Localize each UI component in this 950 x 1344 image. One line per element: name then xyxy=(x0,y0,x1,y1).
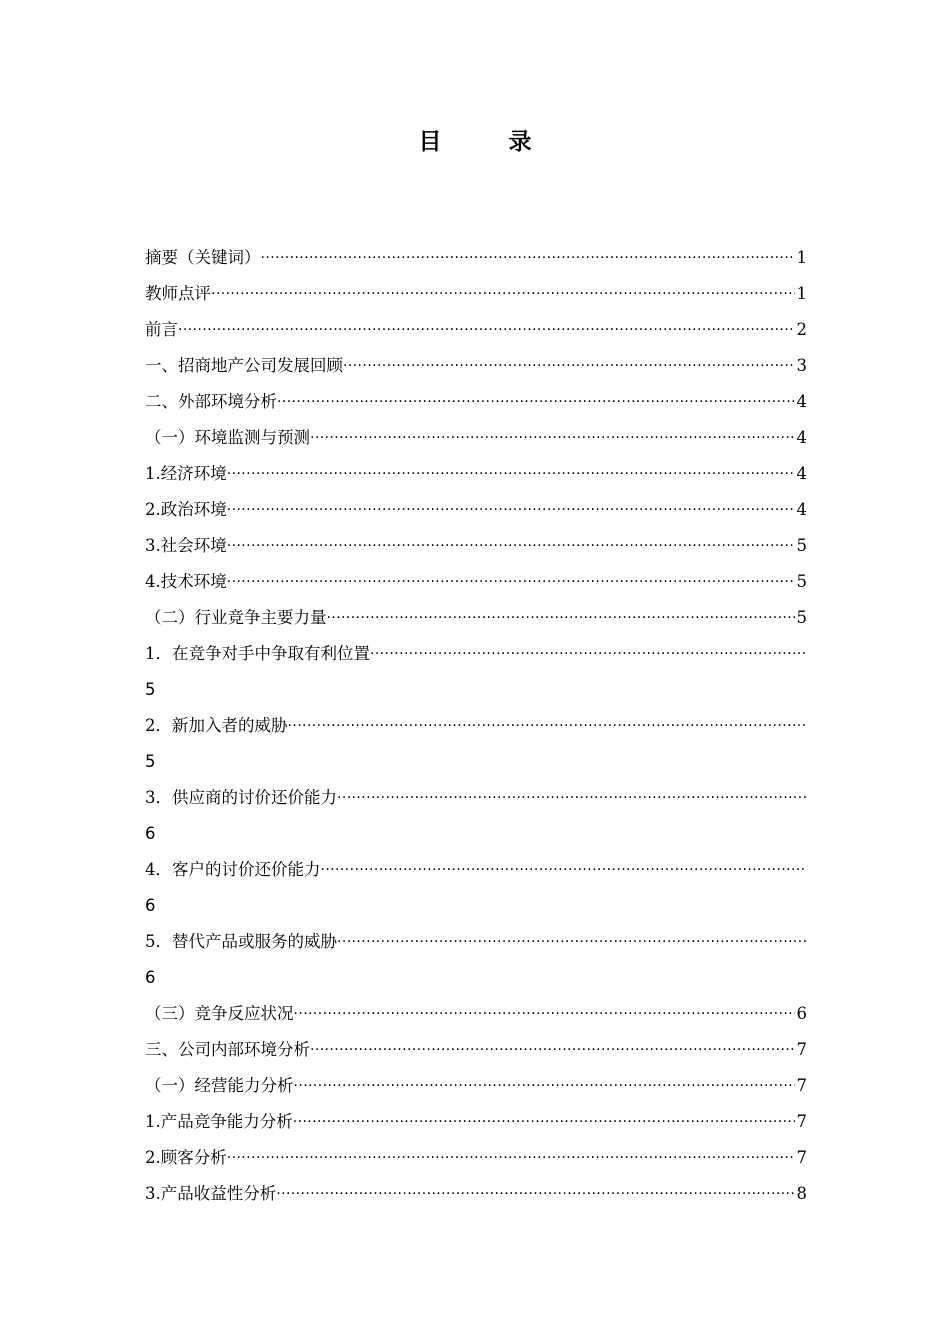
toc-dot-leader xyxy=(343,347,795,384)
toc-entry-label: 一、招商地产公司发展回顾 xyxy=(145,356,343,375)
toc-dot-leader xyxy=(261,239,795,276)
toc-dot-leader xyxy=(277,383,795,420)
toc-entry[interactable] xyxy=(145,996,807,1032)
toc-entry[interactable] xyxy=(145,636,807,672)
toc-entry[interactable] xyxy=(145,240,807,276)
toc-dot-leader xyxy=(288,707,808,744)
toc-entry[interactable] xyxy=(145,348,807,384)
toc-entry[interactable] xyxy=(145,312,807,348)
toc-entry-page: 4 xyxy=(796,428,807,447)
toc-entry-label: 4．客户的讨价还价能力 xyxy=(145,860,321,879)
toc-dot-leader xyxy=(294,995,795,1032)
toc-entry[interactable] xyxy=(145,924,807,960)
toc-entry[interactable] xyxy=(145,780,807,816)
toc-entry-page: 5 xyxy=(145,752,156,771)
toc-entry-page: 2 xyxy=(796,320,807,339)
toc-dot-leader xyxy=(227,1139,795,1176)
toc-entry[interactable] xyxy=(145,1140,807,1176)
toc-entry[interactable] xyxy=(145,1068,807,1104)
toc-entry-label: 5．替代产品或服务的威胁 xyxy=(145,932,337,951)
toc-entry-label: 1．在竞争对手中争取有利位置 xyxy=(145,644,370,663)
toc-entry-label: 二、外部环境分析 xyxy=(145,392,277,411)
toc-entry-label: 三、公司内部环境分析 xyxy=(145,1040,310,1059)
toc-entry-label: 2．新加入者的威胁 xyxy=(145,716,288,735)
toc-entry[interactable] xyxy=(145,384,807,420)
toc-entry-label: （二）行业竞争主要力量 xyxy=(145,608,327,627)
toc-entry-label: （一）环境监测与预测 xyxy=(145,428,310,447)
toc-entry-page: 1 xyxy=(796,284,807,303)
toc-entry-page: 1 xyxy=(796,248,807,267)
toc-entry-page: 3 xyxy=(796,356,807,375)
toc-entry-label: 4.技术环境 xyxy=(145,572,227,591)
toc-dot-leader xyxy=(310,419,795,456)
toc-dot-leader xyxy=(294,1067,795,1104)
toc-entry-page: 4 xyxy=(796,392,807,411)
toc-entry-page: 5 xyxy=(145,680,156,699)
toc-dot-leader xyxy=(370,635,807,672)
toc-entry[interactable] xyxy=(145,600,807,636)
toc-dot-leader xyxy=(227,455,795,492)
toc-entry-label: 教师点评 xyxy=(145,284,211,303)
toc-entry[interactable] xyxy=(145,1176,807,1212)
toc-dot-leader xyxy=(327,599,795,636)
toc-entry-label: 3．供应商的讨价还价能力 xyxy=(145,788,337,807)
toc-entry-label: 前言 xyxy=(145,320,178,339)
toc-entry-label: 1.经济环境 xyxy=(145,464,227,483)
table-of-contents xyxy=(145,240,807,1212)
page-title: 目 录 xyxy=(418,128,554,155)
toc-entry[interactable] xyxy=(145,1032,807,1068)
toc-entry-label: 3.社会环境 xyxy=(145,536,227,555)
toc-entry-page: 6 xyxy=(796,1004,807,1023)
toc-entry-page: 4 xyxy=(796,500,807,519)
toc-dot-leader xyxy=(337,779,807,816)
toc-dot-leader xyxy=(227,527,795,564)
toc-entry-label: 3.产品收益性分析 xyxy=(145,1184,277,1203)
toc-entry-page: 8 xyxy=(796,1184,807,1203)
toc-entry-page: 6 xyxy=(145,896,156,915)
toc-entry[interactable] xyxy=(145,528,807,564)
toc-entry-label: 1.产品竞争能力分析 xyxy=(145,1112,293,1131)
toc-dot-leader xyxy=(310,1031,795,1068)
toc-dot-leader xyxy=(227,563,795,600)
toc-entry-label: 2.政治环境 xyxy=(145,500,227,519)
toc-entry[interactable] xyxy=(145,1104,807,1140)
toc-entry-label: 2.顾客分析 xyxy=(145,1148,227,1167)
toc-entry-label: 摘要（关键词） xyxy=(145,248,261,267)
toc-entry-page: 6 xyxy=(145,824,156,843)
toc-entry[interactable] xyxy=(145,564,807,600)
toc-entry-page: 7 xyxy=(796,1112,807,1131)
toc-dot-leader xyxy=(276,1175,794,1212)
toc-dot-leader xyxy=(293,1103,795,1140)
toc-entry-label: （三）竞争反应状况 xyxy=(145,1004,294,1023)
toc-entry-page: 5 xyxy=(796,536,807,555)
toc-entry[interactable] xyxy=(145,420,807,456)
toc-entry-page: 7 xyxy=(796,1076,807,1095)
toc-entry[interactable] xyxy=(145,852,807,888)
toc-dot-leader xyxy=(337,923,807,960)
toc-entry-page: 5 xyxy=(796,608,807,627)
toc-entry[interactable] xyxy=(145,276,807,312)
toc-dot-leader xyxy=(211,275,795,312)
toc-dot-leader xyxy=(321,851,808,888)
toc-entry-page: 6 xyxy=(145,968,156,987)
toc-dot-leader xyxy=(227,491,795,528)
toc-entry-page: 4 xyxy=(796,464,807,483)
toc-entry-label: （一）经营能力分析 xyxy=(145,1076,294,1095)
toc-entry-page: 7 xyxy=(796,1148,807,1167)
toc-dot-leader xyxy=(178,311,795,348)
toc-entry-page: 7 xyxy=(796,1040,807,1059)
toc-entry[interactable] xyxy=(145,492,807,528)
toc-entry-page: 5 xyxy=(796,572,807,591)
toc-entry[interactable] xyxy=(145,456,807,492)
toc-entry[interactable] xyxy=(145,708,807,744)
